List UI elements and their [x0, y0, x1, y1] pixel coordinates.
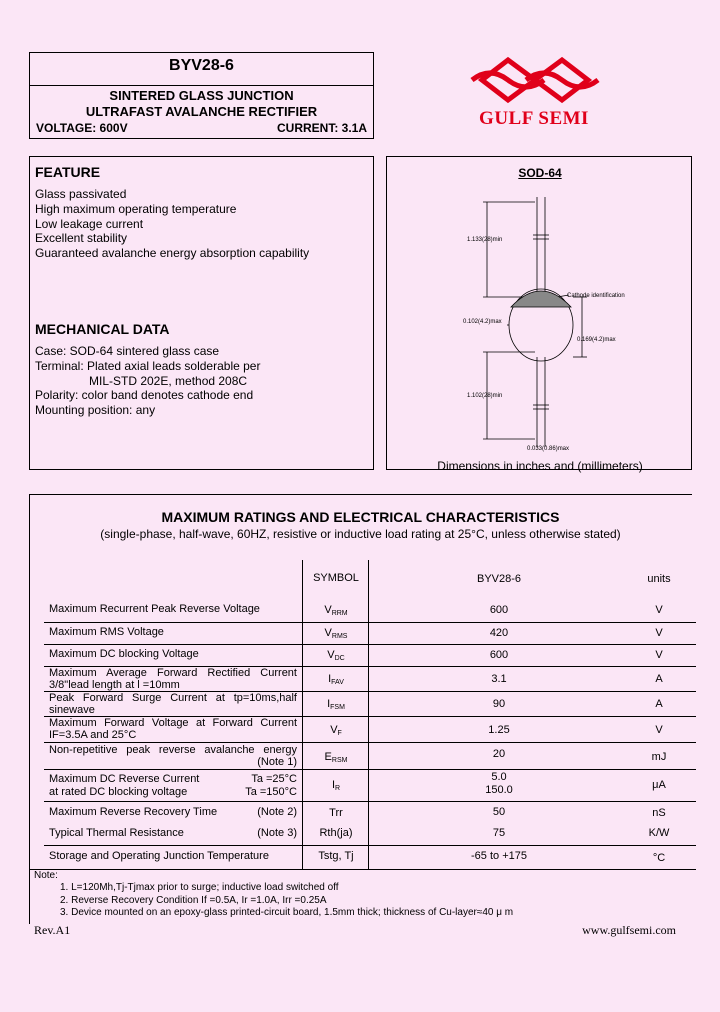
unit: V	[655, 627, 663, 639]
param-label: Peak Forward Surge Current at tp=10ms,half	[49, 692, 297, 704]
feature-heading: FEATURE	[35, 164, 101, 180]
table-row	[44, 845, 696, 870]
value: 600	[489, 649, 509, 661]
gulf-semi-logo	[460, 52, 610, 132]
unit: V	[655, 649, 663, 661]
feature-item: Guaranteed avalanche energy absorption capability	[35, 246, 310, 260]
unit: nS	[652, 807, 666, 819]
col-units-header: units	[647, 573, 671, 585]
voltage-rating: VOLTAGE: 600V	[36, 121, 128, 135]
logo-emblem-icon	[460, 52, 610, 107]
symbol: $V_{DC}$	[327, 649, 345, 662]
dim-lead-dia: 0.033(0.86)max	[527, 446, 570, 452]
unit: V	[655, 604, 663, 616]
param-condition: Ta =25°C	[251, 773, 297, 785]
note-item: 3. Device mounted on an epoxy-glass printed-circuit board, 1.5mm thick; thickness of Cu-layer≈40 μ m	[60, 907, 514, 918]
revision: Rev.A1	[34, 923, 71, 937]
value: 50	[492, 806, 506, 818]
note-item: 1. L=120Mh,Tj-Tjmax prior to surge; inductive load switched off	[60, 882, 339, 893]
dim-lead-bottom: 1.102(28)min	[467, 393, 503, 399]
sod64-outline-drawing	[387, 157, 691, 447]
dim-body-dia: 0.102(4.2)max	[463, 319, 502, 325]
table-row	[44, 769, 696, 802]
param-note: (Note 3)	[257, 827, 297, 839]
param-label: Maximum Average Forward Rectified Current	[49, 667, 297, 679]
part-number: BYV28-6	[169, 57, 234, 74]
value: 420	[489, 627, 509, 639]
mechanical-line: Polarity: color band denotes cathode end	[35, 388, 254, 402]
symbol: Rth(ja)	[319, 827, 353, 839]
param-condition: Ta =150°C	[245, 786, 297, 798]
param-label: Maximum DC Reverse Current	[49, 773, 200, 785]
title-box	[29, 52, 374, 139]
param-label-cont: (Note 1)	[257, 756, 297, 768]
param-label: Storage and Operating Junction Temperature	[49, 850, 269, 862]
unit: A	[655, 698, 663, 710]
param-label: Maximum DC blocking Voltage	[49, 648, 199, 660]
table-row	[44, 644, 696, 667]
dim-body-len: 0.169(4.2)max	[577, 337, 616, 343]
symbol: $I_R$	[331, 779, 341, 792]
current-rating: CURRENT: 3.1A	[276, 121, 367, 135]
notes-label: Note:	[34, 870, 58, 881]
value: 5.0	[491, 771, 507, 783]
package-title: SOD-64	[518, 166, 562, 180]
param-label: Maximum Forward Voltage at Forward Current	[49, 717, 297, 729]
symbol: $I_{FSM}$	[327, 698, 345, 711]
mechanical-heading: MECHANICAL DATA	[35, 321, 170, 337]
value: -65 to +175	[471, 850, 527, 862]
feature-box	[29, 156, 374, 470]
feature-item: Glass passivated	[35, 187, 127, 201]
symbol: $V_{RRM}$	[324, 604, 348, 617]
table-row	[44, 742, 696, 770]
notes-divider	[29, 869, 692, 870]
feature-item: Low leakage current	[35, 217, 144, 231]
title-divider	[30, 85, 373, 86]
param-label-cont: IF=3.5A and 25°C	[49, 729, 137, 741]
param-label-cont: at rated DC blocking voltage	[49, 786, 188, 798]
table-row	[44, 666, 696, 692]
param-label: Maximum Reverse Recovery Time	[49, 806, 218, 818]
unit: μA	[652, 779, 666, 791]
value: 20	[492, 748, 506, 760]
symbol: Trr	[329, 807, 343, 819]
cathode-band	[511, 291, 571, 307]
mechanical-line: Mounting position: any	[35, 403, 156, 417]
table-row	[44, 622, 696, 645]
value: 3.1	[491, 673, 507, 685]
mechanical-line: Case: SOD-64 sintered glass case	[35, 344, 220, 358]
website-link[interactable]: www.gulfsemi.com	[582, 923, 676, 937]
table-header-row	[44, 560, 696, 593]
unit: V	[655, 724, 663, 736]
title-line1: SINTERED GLASS JUNCTION	[109, 88, 294, 103]
feature-item: Excellent stability	[35, 231, 128, 245]
table-row	[44, 691, 696, 717]
package-box	[386, 156, 692, 473]
ratings-subheading: (single-phase, half-wave, 60HZ, resistive or inductive load rating at 25°C, unless otherwise stated)	[100, 527, 621, 541]
col-symbol-header: SYMBOL	[313, 572, 359, 584]
mechanical-line: Terminal: Plated axial leads solderable per	[35, 359, 261, 373]
param-note: (Note 2)	[257, 806, 297, 818]
param-label: Typical Thermal Resistance	[49, 827, 184, 839]
table-row	[44, 593, 696, 623]
ratings-heading: MAXIMUM RATINGS AND ELECTRICAL CHARACTERISTICS	[161, 509, 560, 525]
title-line2: ULTRAFAST AVALANCHE RECTIFIER	[85, 104, 318, 119]
unit: °C	[652, 852, 666, 864]
symbol: $V_F$	[330, 724, 342, 737]
cathode-label: Cathode identification	[567, 293, 625, 299]
value: 90	[492, 698, 506, 710]
table-row	[44, 716, 696, 743]
table-row	[44, 823, 696, 846]
brand-name: GULF SEMI	[479, 108, 589, 129]
param-label-cont: sinewave	[49, 704, 95, 716]
mechanical-line: MIL-STD 202E, method 208C	[89, 374, 248, 388]
param-label: Non-repetitive peak reverse avalanche energy	[49, 744, 297, 756]
param-label: Maximum RMS Voltage	[49, 626, 164, 638]
package-caption: Dimensions in inches and (millimeters)	[437, 459, 643, 473]
feature-item: High maximum operating temperature	[35, 202, 237, 216]
symbol: Tstg, Tj	[318, 850, 354, 862]
table-row	[44, 801, 696, 823]
col-part-header: BYV28-6	[476, 573, 522, 585]
symbol: $I_{FAV}$	[328, 673, 344, 686]
value: 600	[489, 604, 509, 616]
symbol: $V_{RMS}$	[324, 627, 348, 640]
param-label: Maximum Recurrent Peak Reverse Voltage	[49, 603, 260, 615]
symbol: $E_{RSM}$	[324, 751, 348, 764]
unit: A	[655, 673, 663, 685]
dim-lead-top: 1.133(28)min	[467, 237, 503, 243]
param-label-cont: 3/8"lead length at l =10mm	[49, 679, 180, 691]
unit: K/W	[648, 827, 670, 839]
note-item: 2. Reverse Recovery Condition If =0.5A, Ir =1.0A, Irr =0.25A	[60, 895, 327, 906]
value: 75	[492, 827, 506, 839]
unit: mJ	[651, 751, 667, 763]
value: 1.25	[488, 724, 510, 736]
value: 150.0	[485, 784, 513, 796]
